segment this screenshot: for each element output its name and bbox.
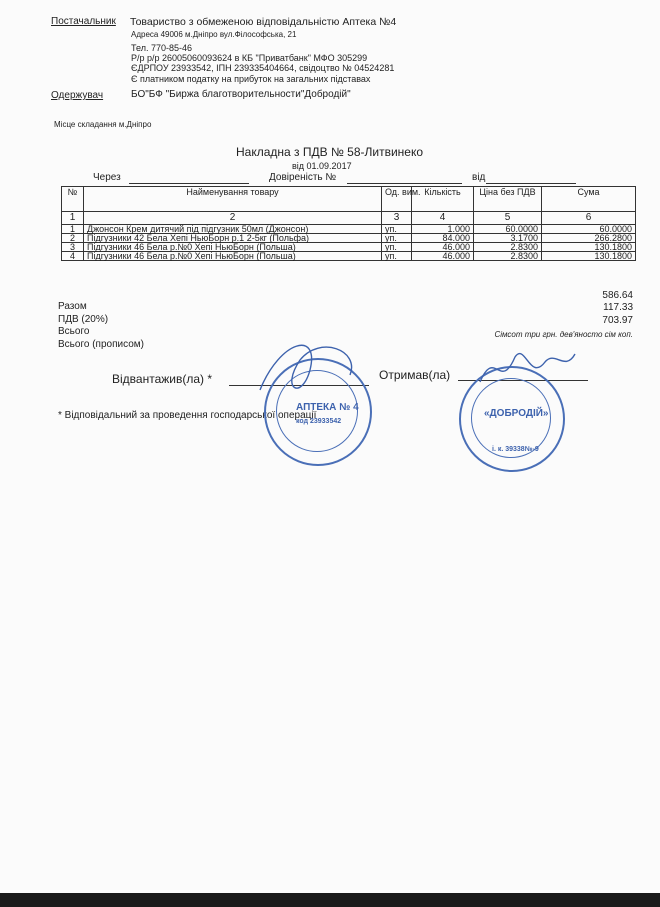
row-name: Джонсон Крем дитячий під підгузник 50мл (Джонсон) (84, 225, 382, 234)
supplier-tax-status: Є платником податку на прибуток на загальних підставах (131, 74, 371, 84)
trust-label: Довіреність № (269, 172, 337, 183)
row-price: 2.8300 (474, 243, 542, 252)
row-no: 3 (62, 243, 84, 252)
row-qty: 84.000 (412, 234, 474, 243)
subtotal-label: Разом (58, 301, 87, 312)
vat-label: ПДВ (20%) (58, 314, 109, 325)
row-unit: уп. (382, 243, 412, 252)
row-price: 60.0000 (474, 225, 542, 234)
received-label: Отримав(ла) (379, 368, 451, 382)
row-unit: уп. (382, 252, 412, 261)
supplier-name: Товариство з обмеженою відповідальністю Аптека №4 (130, 16, 397, 28)
recipient-name: БО"БФ "Биржа благотворительности"Добродій" (131, 89, 351, 100)
table-colnum-row (62, 212, 636, 225)
vat-value: 117.33 (603, 302, 633, 313)
row-qty: 1.000 (412, 225, 474, 234)
row-name: Підгузники 42 Бела Хепі НьюБорн р.1 2-5кг (Польфа) (84, 234, 382, 243)
header-unit: Од. вим. (382, 187, 412, 212)
recipient-label: Одержувач (51, 90, 104, 101)
row-no: 4 (62, 252, 84, 261)
colnum: 5 (474, 212, 542, 225)
header-name: Найменування товару (84, 187, 382, 212)
received-signature-mark (470, 342, 580, 402)
row-name: Підгузники 46 Бела р.№0 Хепі НьюБорн (Польша) (84, 252, 382, 261)
recipient-stamp-center: «ДОБРОДІЙ» (484, 408, 549, 419)
total-value: 703.97 (602, 315, 633, 326)
row-no: 2 (62, 234, 84, 243)
row-price: 2.8300 (474, 252, 542, 261)
row-sum: 130.1800 (542, 252, 636, 261)
document-title: Накладна з ПДВ № 58-Литвинеко (236, 145, 424, 159)
place-of-issue: Місце складання м.Дніпро (54, 120, 152, 129)
total-words-label: Всього (прописом) (58, 339, 144, 350)
supplier-codes: ЄДРПОУ 23933542, ІПН 239335404664, свідоцтво № 04524281 (131, 63, 395, 73)
header-qty: Кількість (412, 187, 474, 212)
row-unit: уп. (382, 234, 412, 243)
supplier-phone: Тел. 770-85-46 (131, 43, 192, 53)
supplier-stamp-code: код 23933542 (296, 418, 342, 425)
row-no: 1 (62, 225, 84, 234)
through-field (129, 183, 249, 184)
header-price: Ціна без ПДВ (474, 187, 542, 212)
footnote: * Відповідальний за проведення господарської операції (58, 410, 317, 421)
total-label: Всього (58, 326, 90, 337)
row-sum: 60.0000 (542, 225, 636, 234)
shipped-signature-mark (240, 330, 380, 410)
supplier-label: Постачальник (51, 16, 116, 27)
supplier-address: Адреса 49006 м.Дніпро вул.Філософська, 21 (131, 30, 297, 39)
supplier-stamp-center: АПТЕКА № 4 (296, 402, 359, 413)
header-sum: Сума (542, 187, 636, 212)
colnum: 2 (84, 212, 382, 225)
colnum: 4 (412, 212, 474, 225)
colnum: 6 (542, 212, 636, 225)
header-no: № (62, 187, 84, 212)
table-header-row (62, 187, 636, 212)
colnum: 3 (382, 212, 412, 225)
from-field (486, 183, 576, 184)
from-label: від (472, 172, 486, 183)
invoice-table (61, 186, 636, 261)
colnum: 1 (62, 212, 84, 225)
recipient-stamp-code: і. к. 39338№-9 (492, 446, 539, 453)
row-unit: уп. (382, 225, 412, 234)
scan-edge (0, 893, 660, 907)
shipped-label: Відвантажив(ла) * (112, 372, 213, 386)
total-words: Сімсот три грн. дев'яносто сім коп. (494, 330, 633, 339)
document-date: від 01.09.2017 (292, 161, 352, 171)
table-row (62, 252, 636, 261)
row-qty: 46.000 (412, 243, 474, 252)
through-label: Через (93, 172, 121, 183)
supplier-account: Р/р р/р 26005060093624 в КБ "Приватбанк" МФО 305299 (131, 53, 368, 63)
trust-field (347, 183, 462, 184)
row-price: 3.1700 (474, 234, 542, 243)
row-name: Підгузники 46 Бела р.№0 Хепі НьюБорн (Польша) (84, 243, 382, 252)
row-sum: 266.2800 (542, 234, 636, 243)
row-qty: 46.000 (412, 252, 474, 261)
subtotal-value: 586.64 (602, 290, 633, 301)
row-sum: 130.1800 (542, 243, 636, 252)
